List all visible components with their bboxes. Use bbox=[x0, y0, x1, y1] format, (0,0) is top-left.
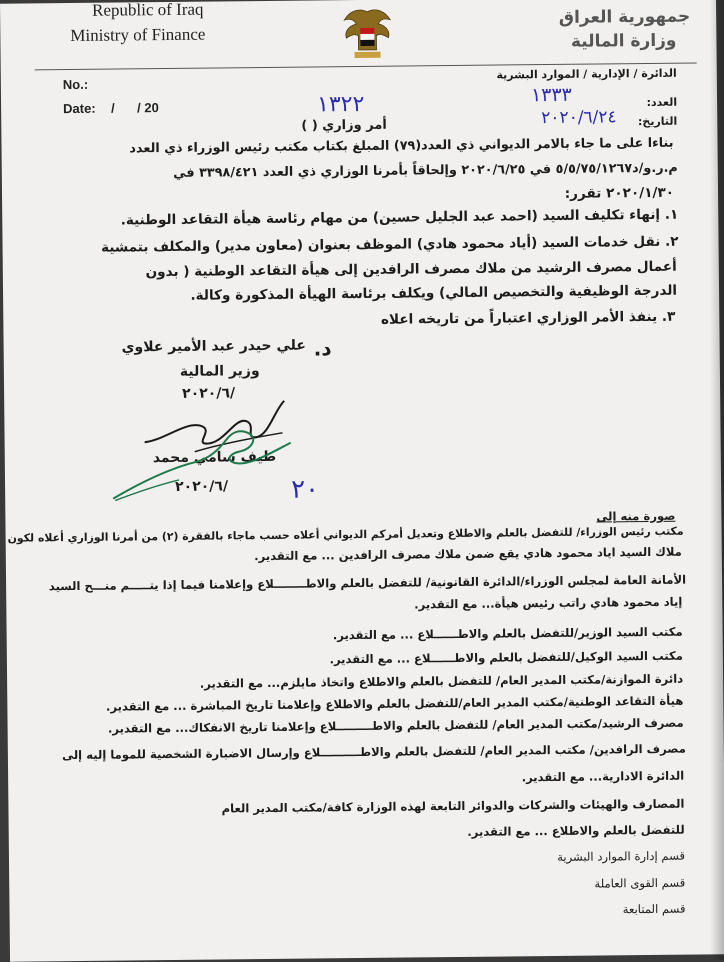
preamble-line-3: ٢٠٢٠/١/٣٠ تقرر: bbox=[564, 184, 675, 202]
green-signature-icon bbox=[100, 421, 301, 513]
signature-prefix: د. bbox=[313, 336, 332, 361]
copies-line-1: مكتب رئيس الوزراء/ للتفضل بالعلم والاطلاع وتعديل أمركم الديواني أعلاه حسب ماجاء بالفقرة (٢) من أمرنا الوزاري أعلاه لكون bbox=[7, 524, 684, 545]
copies-line-5: مكتب السيد الوزير/للتفضل بالعلم والاطــــــلاع ... مع التقدير. bbox=[332, 624, 683, 643]
section-followup: قسم المتابعة bbox=[622, 901, 686, 917]
section-workforce: قسم القوى العاملة bbox=[594, 875, 686, 891]
order-title: أمر وزاري ( ) bbox=[301, 117, 387, 134]
copies-line-2: ملاك السيد اياد محمود هادي يقع ضمن ملاك مصرف الرافدين ... مع التقدير. bbox=[254, 544, 682, 564]
handwritten-date: ٢٠٢٠/٦/٢٤ bbox=[541, 107, 617, 129]
copies-line-11: الدائرة الادارية... مع التقدير. bbox=[521, 768, 685, 785]
order-item-2-line-1: ٢. نقل خدمات السيد (أياد محمود هادي) الموظف بعنوان (معاون مدير) والمكلف بتمشية bbox=[100, 233, 679, 256]
copies-line-6: مكتب السيد الوكيل/للتفضل بالعلم والاطــــــلاع ... مع التقدير. bbox=[329, 648, 683, 667]
copies-line-7: دائرة الموازنة/مكتب المدير العام/ للتفضل بالعلم والاطلاع واتخاذ مايلزم... مع التقدير. bbox=[199, 671, 684, 691]
preamble-line-1: بناءا على ما جاء بالامر الديواني ذي العدد(٧٩) المبلغ بكتاب مكتب رئيس الوزراء ذي العدد bbox=[129, 135, 674, 157]
en-ministry: Ministry of Finance bbox=[70, 24, 206, 46]
preamble-line-2: م.ر.و/د٥/٥/٧٥/١٢٦٧ في ٢٠٢٠/٦/٢٥ وإلحاقاً بأمرنا الوزاري ذي العدد ٣٣٩٨/٤٢١ في bbox=[173, 160, 678, 181]
date-label: Date: bbox=[63, 100, 96, 117]
date-ar-label: التاريخ: bbox=[637, 114, 678, 129]
handwritten-top-number: ١٣٢٢ bbox=[316, 91, 365, 118]
second-signatory-name: طيف سامي محمد bbox=[152, 448, 277, 467]
ar-country: جمهورية العراق bbox=[558, 6, 691, 28]
copies-line-10: مصرف الرافدين/ مكتب المدير العام/ للتفضل بالعلم والاطــــــــــلاع وإرسال الاضبارة الشخصية للموما إليه إلى bbox=[61, 741, 686, 763]
copies-line-9: مصرف الرشيد/مكتب المدير العام/ للتفضل بالعلم والاطـــــــــلاع وإعلامنا تاريخ الانفكاك... مع التقدير. bbox=[107, 715, 684, 736]
copies-line-8: هيأة التقاعد الوطنية/مكتب المدير العام/للتفضل بالعلم والاطلاع وإعلامنا تاريخ المباشرة ... مع التقدير. bbox=[105, 693, 684, 714]
minister-title: وزير المالية bbox=[179, 363, 260, 380]
copies-line-13: للتفضل بالعلم والاطلاع ... مع التقدير. bbox=[467, 822, 685, 839]
copies-heading: صورة منه إلى bbox=[596, 508, 676, 524]
section-hr: قسم إدارة الموارد البشرية bbox=[557, 848, 686, 864]
date-slash-1: / bbox=[111, 100, 115, 116]
minister-name: علي حيدر عبد الأمير علاوي bbox=[121, 337, 306, 356]
order-item-2-line-2: أعمال مصرف الرشيد من ملاك مصرف الرافدين إلى هيأة التقاعد الوطنية ( بدون bbox=[145, 258, 677, 281]
date-slash-2: / 20 bbox=[137, 100, 159, 116]
order-item-3: ٣. ينفذ الأمر الوزاري اعتباراً من تاريخه اعلاه bbox=[380, 308, 676, 328]
copies-line-4: إياد محمود هادي راتب رئيس هيأة... مع التقدير. bbox=[414, 594, 683, 612]
handwritten-day: ٢٠ bbox=[290, 474, 320, 505]
signature-date-2: ٢٠٢٠/٦/ bbox=[175, 478, 229, 495]
signature-date-1: ٢٠٢٠/٦/ bbox=[182, 385, 236, 402]
ar-ministry: وزارة المالية bbox=[570, 30, 677, 52]
page-edge-shadow bbox=[710, 0, 724, 960]
order-item-1: ١. إنهاء تكليف السيد (احمد عبد الجليل حسين) من مهام رئاسة هيأة التقاعد الوطنية. bbox=[120, 206, 679, 229]
number-label: العدد: bbox=[646, 95, 678, 109]
en-country: Republic of Iraq bbox=[91, 0, 204, 20]
no-label: No.: bbox=[62, 76, 89, 93]
copies-line-3: الأمانة العامة لمجلس الوزراء/الدائرة القانونية/ للتفضل بالعلم والاطــــــــلاع وإعلامنا فيما إذا يتـــــم منـــح السيد bbox=[48, 572, 687, 594]
order-item-2-line-3: الدرجة الوظيفية والتخصيص المالي) ويكلف برئاسة الهيأة المذكورة وكالة. bbox=[190, 282, 678, 304]
copies-line-12: المصارف والهيئات والشركات والدوائر التابعة لهذه الوزارة كافة/مكتب المدير العام bbox=[221, 796, 685, 816]
department: الدائرة / الإدارية / الموارد البشرية bbox=[496, 66, 677, 82]
handwritten-number: ١٣٣٣ bbox=[530, 83, 572, 107]
iraq-emblem-icon bbox=[340, 6, 395, 65]
